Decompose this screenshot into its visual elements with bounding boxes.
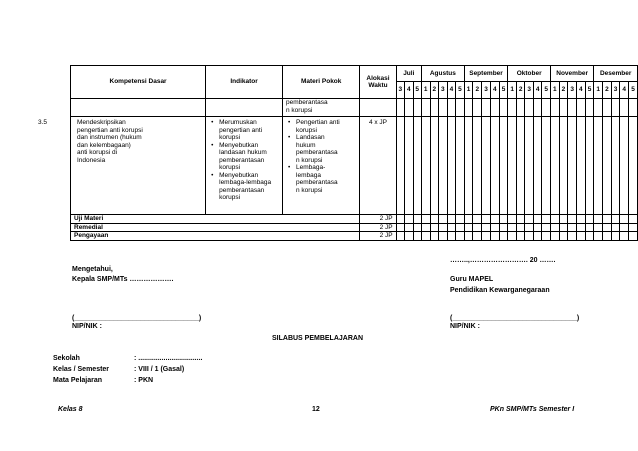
schedule-cell (405, 232, 413, 241)
month-header: Agustus (421, 66, 464, 82)
schedule-cell (490, 117, 499, 215)
schedule-cell (559, 232, 568, 241)
schedule-cell (568, 215, 577, 224)
week-number: 4 (447, 82, 456, 99)
schedule-cell (516, 232, 525, 241)
schedule-cell (482, 223, 491, 232)
right-signature-title: Guru MAPEL (450, 276, 494, 283)
alokasi-waktu-cell: 4 x JP (360, 117, 396, 215)
week-number: 1 (550, 82, 559, 99)
left-signature-role: Kepala SMP/MTs ………………. (72, 276, 174, 283)
schedule-cell (430, 99, 439, 117)
schedule-cell (611, 223, 620, 232)
field-label: Mata Pelajaran (53, 377, 103, 384)
week-number: 4 (405, 82, 413, 99)
schedule-cell (508, 215, 517, 224)
indikator-item: • Merumuskan pengertian anti korupsi (219, 119, 279, 142)
schedule-cell (577, 117, 586, 215)
schedule-cell (525, 232, 534, 241)
schedule-cell (439, 223, 448, 232)
schedule-cell (413, 215, 421, 224)
schedule-cell (585, 232, 594, 241)
header-indikator: Indikator (206, 66, 283, 99)
schedule-cell (473, 223, 482, 232)
week-number: 3 (482, 82, 491, 99)
schedule-cell (577, 215, 586, 224)
schedule-cell (542, 215, 551, 224)
schedule-cell (550, 215, 559, 224)
schedule-cell (577, 99, 586, 117)
schedule-cell (447, 99, 456, 117)
schedule-cell (421, 232, 430, 241)
schedule-cell (603, 223, 612, 232)
schedule-cell (542, 232, 551, 241)
schedule-cell (473, 215, 482, 224)
schedule-cell (611, 215, 620, 224)
footer-label: Uji Materi (71, 215, 360, 224)
footer-class: Kelas 8 (58, 406, 83, 413)
schedule-cell (464, 117, 473, 215)
schedule-cell (620, 117, 629, 215)
indikator-item: • Menyebutkan landasan hukum pemberantasan korupsi (219, 142, 279, 172)
schedule-cell (464, 223, 473, 232)
schedule-cell (620, 99, 629, 117)
schedule-cell (482, 215, 491, 224)
schedule-cell (603, 99, 612, 117)
schedule-cell (473, 99, 482, 117)
schedule-cell (603, 215, 612, 224)
schedule-cell (516, 215, 525, 224)
schedule-cell (629, 223, 638, 232)
week-number: 5 (499, 82, 508, 99)
schedule-cell (611, 232, 620, 241)
kd-number: 3.5 (38, 119, 48, 126)
week-number: 3 (611, 82, 620, 99)
footer-subject: PKn SMP/MTs Semester I (490, 406, 575, 413)
schedule-cell (473, 232, 482, 241)
schedule-cell (620, 215, 629, 224)
right-signature-role: Pendidikan Kewarganegaraan (450, 287, 550, 294)
right-name-line: (________________________________) (450, 315, 580, 322)
kd-text: Mendeskripsikan pengertian anti korupsi dan instrumen (hukum dan kelembagaan) anti korupsi di Indonesia (77, 119, 143, 164)
week-number: 5 (456, 82, 465, 99)
schedule-cell (525, 99, 534, 117)
schedule-cell (490, 223, 499, 232)
schedule-cell (413, 117, 421, 215)
week-number: 2 (516, 82, 525, 99)
schedule-cell (482, 117, 491, 215)
schedule-cell (430, 223, 439, 232)
schedule-cell (396, 223, 404, 232)
schedule-cell (447, 117, 456, 215)
schedule-cell (533, 232, 542, 241)
schedule-cell (611, 99, 620, 117)
week-number: 5 (542, 82, 551, 99)
week-number: 5 (629, 82, 638, 99)
schedule-cell (542, 117, 551, 215)
week-number: 4 (620, 82, 629, 99)
week-number: 5 (585, 82, 594, 99)
schedule-cell (456, 117, 465, 215)
field-value: : ................................. (134, 355, 203, 362)
schedule-cell (439, 232, 448, 241)
week-number: 1 (508, 82, 517, 99)
schedule-cell (620, 223, 629, 232)
carry-alokasi (360, 99, 396, 117)
schedule-cell (559, 99, 568, 117)
schedule-cell (464, 232, 473, 241)
week-number: 3 (525, 82, 534, 99)
week-number: 4 (490, 82, 499, 99)
schedule-cell (447, 232, 456, 241)
schedule-cell (508, 223, 517, 232)
schedule-cell (559, 223, 568, 232)
page-number: 12 (312, 406, 320, 413)
schedule-cell (568, 232, 577, 241)
footer-jp: 2 JP (360, 232, 396, 241)
schedule-cell (525, 215, 534, 224)
schedule-cell (421, 223, 430, 232)
schedule-cell (577, 223, 586, 232)
header-kompetensi-dasar: Kompetensi Dasar (71, 66, 206, 99)
schedule-cell (620, 232, 629, 241)
footer-row (71, 223, 638, 232)
week-number: 2 (430, 82, 439, 99)
schedule-cell (499, 223, 508, 232)
schedule-cell (405, 215, 413, 224)
schedule-cell (490, 215, 499, 224)
schedule-cell (499, 99, 508, 117)
footer-jp: 2 JP (360, 215, 396, 224)
schedule-cell (464, 99, 473, 117)
schedule-cell (396, 215, 404, 224)
week-number: 3 (439, 82, 448, 99)
week-number: 1 (421, 82, 430, 99)
schedule-cell (594, 223, 603, 232)
schedule-cell (447, 223, 456, 232)
schedule-cell (568, 117, 577, 215)
month-header: Juli (396, 66, 421, 82)
schedule-cell (525, 117, 534, 215)
schedule-cell (456, 232, 465, 241)
schedule-cell (577, 232, 586, 241)
month-header: November (550, 66, 593, 82)
schedule-cell (594, 117, 603, 215)
schedule-cell (473, 117, 482, 215)
schedule-cell (413, 232, 421, 241)
schedule-cell (542, 223, 551, 232)
schedule-cell (533, 215, 542, 224)
schedule-cell (405, 117, 413, 215)
schedule-cell (603, 232, 612, 241)
schedule-cell (594, 99, 603, 117)
schedule-cell (585, 215, 594, 224)
footer-label: Remedial (71, 223, 360, 232)
schedule-cell (611, 117, 620, 215)
field-label: Sekolah (53, 355, 80, 362)
schedule-cell (525, 223, 534, 232)
schedule-cell (508, 117, 517, 215)
schedule-cell (603, 117, 612, 215)
schedule-cell (516, 223, 525, 232)
materi-item: • Lembaga- lembaga pemberantasa n korupsi (296, 164, 356, 194)
schedule-cell (447, 215, 456, 224)
schedule-cell (490, 232, 499, 241)
schedule-cell (533, 117, 542, 215)
schedule-cell (396, 99, 404, 117)
month-header: Desember (594, 66, 638, 82)
carry-indikator (206, 99, 283, 117)
schedule-cell (508, 99, 517, 117)
schedule-cell (629, 232, 638, 241)
schedule-cell (405, 99, 413, 117)
schedule-cell (516, 117, 525, 215)
schedule-cell (533, 99, 542, 117)
schedule-cell (405, 223, 413, 232)
month-header: Oktober (508, 66, 551, 82)
schedule-cell (499, 232, 508, 241)
schedule-cell (568, 223, 577, 232)
right-nip: NIP/NIK : (450, 323, 480, 330)
week-number: 3 (568, 82, 577, 99)
schedule-cell (585, 99, 594, 117)
header-alokasi-waktu: Alokasi Waktu (360, 66, 396, 99)
materi-pokok-cell (283, 117, 360, 215)
indikator-cell (206, 117, 283, 215)
schedule-cell (413, 99, 421, 117)
week-number: 2 (603, 82, 612, 99)
schedule-cell (482, 232, 491, 241)
schedule-cell (568, 99, 577, 117)
left-signature-title: Mengetahui, (72, 266, 113, 273)
schedule-cell (499, 215, 508, 224)
header-materi-pokok: Materi Pokok (283, 66, 360, 99)
schedule-cell (456, 99, 465, 117)
schedule-cell (439, 99, 448, 117)
schedule-cell (559, 215, 568, 224)
schedule-cell (490, 99, 499, 117)
week-number: 4 (533, 82, 542, 99)
left-nip: NIP/NIK : (72, 323, 102, 330)
schedule-cell (430, 215, 439, 224)
schedule-cell (585, 223, 594, 232)
field-value: : VIII / 1 (Gasal) (134, 366, 185, 373)
schedule-cell (594, 232, 603, 241)
week-number: 1 (594, 82, 603, 99)
week-number: 3 (396, 82, 404, 99)
schedule-cell (629, 117, 638, 215)
schedule-cell (456, 223, 465, 232)
schedule-cell (550, 99, 559, 117)
schedule-cell (585, 117, 594, 215)
month-header: September (464, 66, 508, 82)
schedule-cell (430, 117, 439, 215)
schedule-cell (464, 215, 473, 224)
schedule-cell (499, 117, 508, 215)
schedule-cell (430, 232, 439, 241)
date-line: ……..,……………………. 20 ……. (450, 257, 556, 264)
schedule-cell (594, 215, 603, 224)
footer-label: Pengayaan (71, 232, 360, 241)
schedule-cell (629, 215, 638, 224)
schedule-cell (421, 117, 430, 215)
schedule-cell (550, 232, 559, 241)
schedule-cell (421, 215, 430, 224)
carry-materi: pemberantasa n korupsi (283, 99, 360, 117)
schedule-cell (550, 223, 559, 232)
footer-row (71, 232, 638, 241)
schedule-cell (550, 117, 559, 215)
schedule-cell (533, 223, 542, 232)
week-number: 2 (473, 82, 482, 99)
schedule-cell (542, 99, 551, 117)
field-label: Kelas / Semester (53, 366, 110, 373)
silabus-title: SILABUS PEMBELAJARAN (272, 335, 364, 342)
schedule-cell (456, 215, 465, 224)
syllabus-table (70, 65, 638, 241)
schedule-cell (516, 99, 525, 117)
materi-item: • Pengertian anti korupsi (296, 119, 356, 134)
schedule-cell (396, 117, 404, 215)
carry-kd (71, 99, 206, 117)
week-number: 1 (464, 82, 473, 99)
indikator-item: • Menyebutkan lembaga-lembaga pemberantasan korupsi (219, 172, 279, 202)
schedule-cell (482, 99, 491, 117)
week-number: 5 (413, 82, 421, 99)
schedule-cell (508, 232, 517, 241)
schedule-cell (439, 117, 448, 215)
schedule-cell (629, 99, 638, 117)
footer-jp: 2 JP (360, 223, 396, 232)
schedule-cell (421, 99, 430, 117)
field-value: : PKN (134, 377, 154, 384)
schedule-cell (559, 117, 568, 215)
schedule-cell (413, 223, 421, 232)
left-name-line: (________________________________) (72, 315, 202, 322)
footer-row (71, 215, 638, 224)
week-number: 2 (559, 82, 568, 99)
schedule-cell (439, 215, 448, 224)
kompetensi-dasar-cell (71, 117, 206, 215)
week-number: 4 (577, 82, 586, 99)
schedule-cell (396, 232, 404, 241)
materi-item: • Landasan hukum pemberantasa n korupsi (296, 134, 356, 164)
